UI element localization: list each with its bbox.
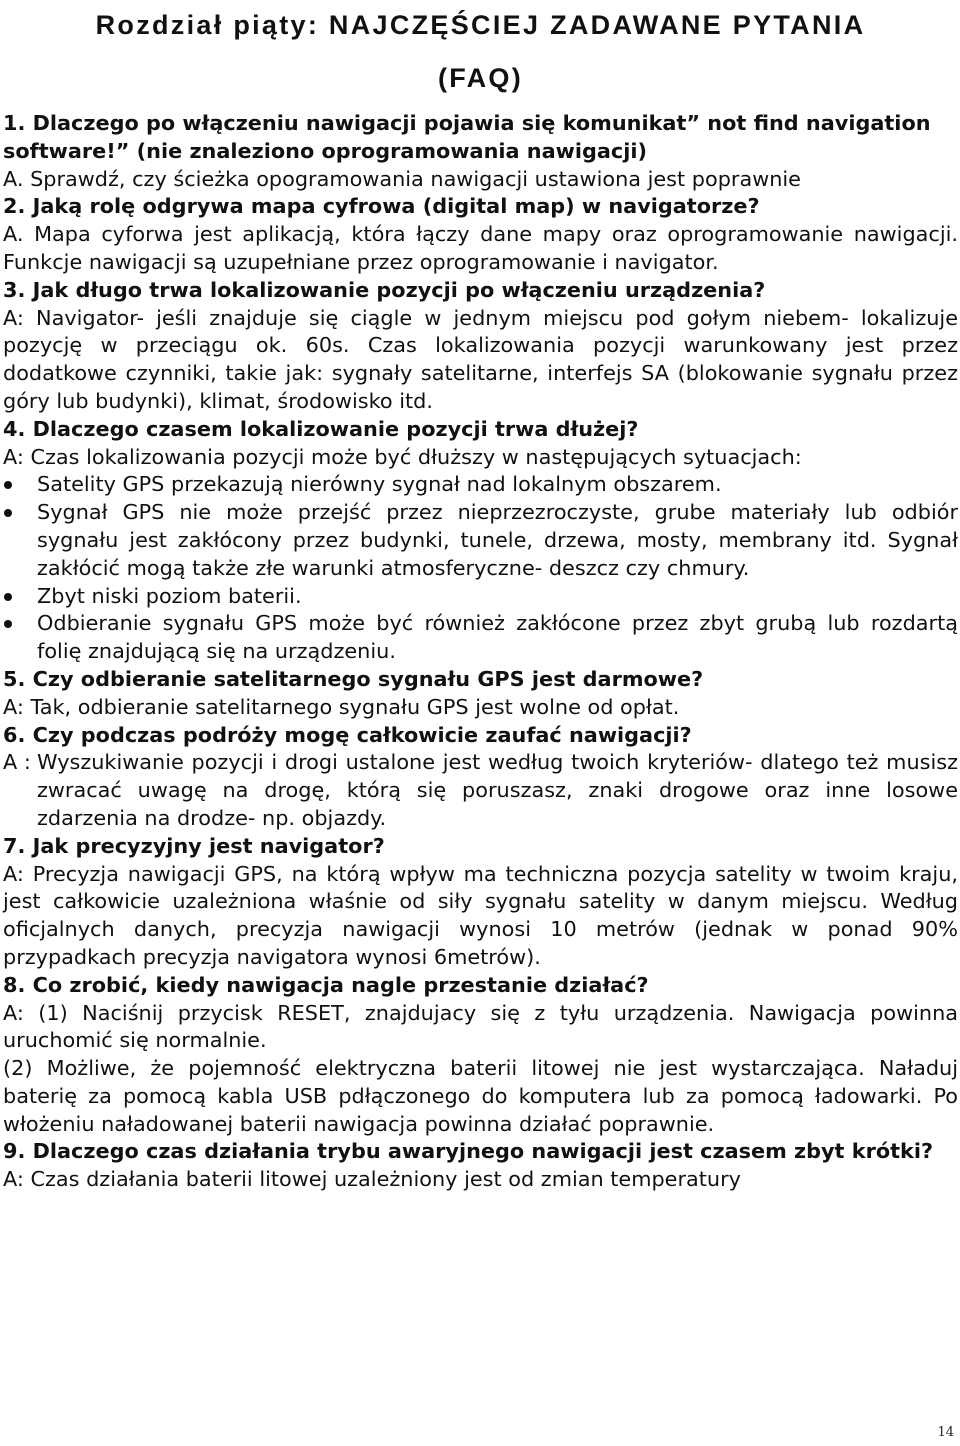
- list-item: [3, 499, 958, 582]
- bullet-icon: [4, 593, 12, 601]
- answer-2: A. Mapa cyforwa jest aplikacją, która łączy dane mapy oraz oprogramowanie nawigacji. Funkcje nawigacji są uzupełniane przez oprogramowanie i navigator.: [3, 222, 958, 274]
- bullet-icon: [4, 509, 12, 517]
- list-item-text: Odbieranie sygnału GPS może być również zakłócone przez zbyt grubą lub rozdartą folię znajdującą się na urządzeniu.: [37, 611, 958, 664]
- answer-9: A: Czas działania baterii litowej uzależniony jest od zmian temperatury: [3, 1167, 741, 1192]
- bullet-icon: [4, 481, 12, 489]
- question-1: 1. Dlaczego po włączeniu nawigacji pojawia się komunikat” not find navigation software!” (nie znaleziono oprogramowania nawigacji): [3, 111, 931, 163]
- list-item-text: Zbyt niski poziom baterii.: [37, 583, 302, 608]
- question-3: 3. Jak długo trwa lokalizowanie pozycji po włączeniu urządzenia?: [3, 277, 766, 302]
- answer-8-step-2: (2) Możliwe, że pojemność elektryczna baterii litowej nie jest wystarczająca. Naładuj baterię za pomocą kabla USB pdłączonego do komputera lub za pomocą ładowarki. Po włożeniu naładowanej baterii nawigacja powinna działać poprawnie.: [3, 1056, 958, 1136]
- answer-4-intro: A: Czas lokalizowania pozycji może być dłuższy w następujących sytuacjach:: [3, 444, 802, 469]
- question-5: 5. Czy odbieranie satelitarnego sygnału GPS jest darmowe?: [3, 666, 704, 691]
- answer-6-text: Wyszukiwanie pozycji i drogi ustalone jest według twoich kryteriów- dlatego też musisz zwracać uwagę na drogę, którą się poruszasz, znaki drogowe oraz inne losowe zdarzenia na drodze- np. objazdy.: [37, 750, 958, 830]
- question-7: 7. Jak precyzyjny jest navigator?: [3, 833, 385, 858]
- question-9: 9. Dlaczego czas działania trybu awaryjnego nawigacji jest czasem zbyt krótki?: [3, 1139, 934, 1164]
- answer-6: [3, 749, 958, 832]
- answer-4-list: [3, 471, 958, 666]
- bullet-icon: [4, 620, 12, 628]
- list-item-text: Satelity GPS przekazują nierówny sygnał nad lokalnym obszarem.: [37, 472, 722, 497]
- answer-6-lead: A :: [3, 750, 31, 775]
- question-2: 2. Jaką rolę odgrywa mapa cyfrowa (digital map) w navigatorze?: [3, 194, 760, 219]
- question-4: 4. Dlaczego czasem lokalizowanie pozycji trwa dłużej?: [3, 416, 639, 441]
- answer-8-step-1: A: (1) Naciśnij przycisk RESET, znajdujacy się z tyłu urządzenia. Nawigacja powinna uruchomić się normalnie.: [3, 1000, 958, 1053]
- list-item-text: Sygnał GPS nie może przejść przez nieprzezroczyste, grube materiały lub odbiór sygnału jest zakłócony przez budynki, tunele, drzewa, mosty, membrany itd. Sygnał zakłócić mogą także złe warunki atmosferyczne- deszcz czy chmury.: [37, 500, 958, 580]
- chapter-title-line1: Rozdział piąty: NAJCZĘŚCIEJ ZADAWANE PYTANIA: [95, 10, 866, 40]
- answer-3: A: Navigator- jeśli znajduje się ciągle w jednym miejscu pod gołym niebem- lokalizuje pozycję w przeciągu ok. 60s. Czas lokalizowania pozycji warunkowany jest przez dodatkowe czynniki, takie jak: sygnały satelitarne, interfejs SA (blokowanie sygnału przez góry lub budynki), klimat, środowisko itd.: [3, 305, 958, 413]
- list-item: [3, 583, 958, 611]
- chapter-title-line2: (FAQ): [438, 63, 523, 93]
- answer-7: A: Precyzja nawigacji GPS, na którą wpływ ma techniczna pozycja satelity w twoim kraju, jest całkowicie uzależniona właśnie od siły sygnału satelity w danym miejscu. Według oficjalnych danych, precyzja nawigacji wynosi 10 metrów (jednak w ponad 90% przypadkach precyzja navigatora wynosi 6metrów).: [3, 861, 958, 969]
- list-item: [3, 610, 958, 666]
- list-item: [3, 471, 958, 499]
- question-8: 8. Co zrobić, kiedy nawigacja nagle przestanie działać?: [3, 972, 649, 997]
- document-page: [3, 0, 958, 1194]
- answer-5: A: Tak, odbieranie satelitarnego sygnału GPS jest wolne od opłat.: [3, 694, 680, 719]
- question-6: 6. Czy podczas podróży mogę całkowicie zaufać nawigacji?: [3, 722, 692, 747]
- page-number: 14: [937, 1425, 954, 1440]
- chapter-title: [3, 0, 958, 103]
- answer-1: A. Sprawdź, czy ścieżka opogramowania nawigacji ustawiona jest poprawnie: [3, 166, 801, 191]
